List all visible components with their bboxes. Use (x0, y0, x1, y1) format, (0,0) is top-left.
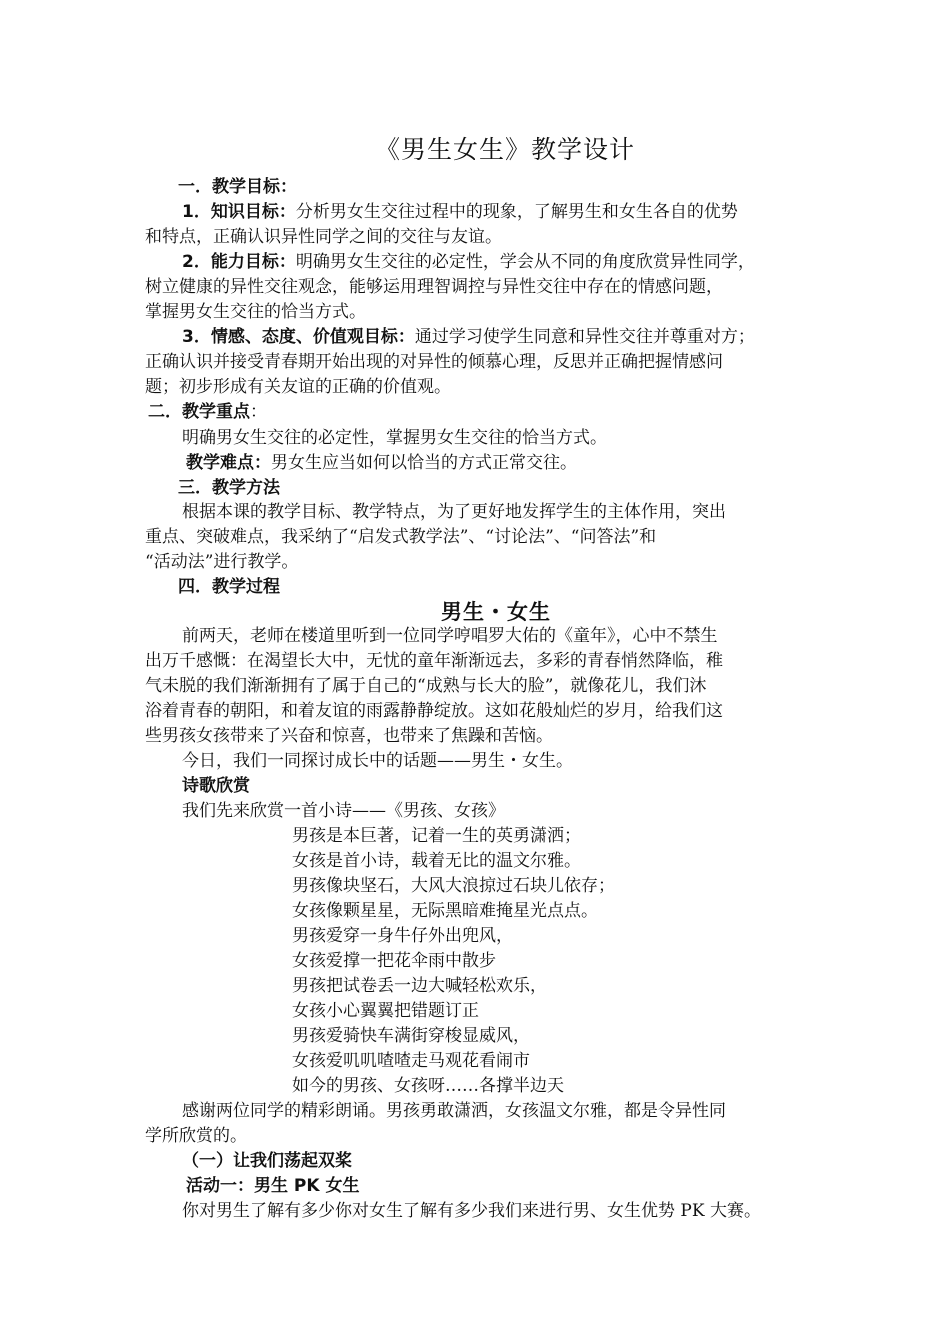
goal-knowledge-text: 分析男女生交往过程中的现象，了解男生和女生各自的优势 (295, 202, 738, 222)
keypoints-label: 二．教学重点 (148, 402, 250, 422)
document-title: 《男生女生》教学设计 (375, 135, 636, 164)
paragraph-line: 根据本课的教学目标、教学特点，为了更好地发挥学生的主体作用，突出 (182, 502, 726, 522)
paragraph-line: 题；初步形成有关友谊的正确的价值观。 (145, 377, 451, 397)
goal-emotion (182, 325, 755, 349)
poem-intro: 我们先来欣赏一首小诗——《男孩、女孩》 (182, 801, 505, 821)
goal-ability (182, 250, 755, 274)
poem-line: 女孩是首小诗，载着无比的温文尔雅。 (292, 851, 581, 871)
paragraph-line: 些男孩女孩带来了兴奋和惊喜，也带来了焦躁和苦恼。 (145, 726, 553, 746)
paragraph-line: 感谢两位同学的精彩朗诵。男孩勇敢潇洒，女孩温文尔雅，都是令异性同 (182, 1101, 726, 1121)
keypoints-text: 明确男女生交往的必定性，掌握男女生交往的恰当方式。 (182, 428, 607, 448)
goal-ability-label: 2．能力目标： (182, 252, 296, 272)
poem-line: 男孩爱穿一身牛仔外出兜风， (292, 926, 513, 946)
goal-emotion-label: 3．情感、态度、价值观目标： (182, 327, 415, 347)
poem-line: 女孩爱撑一把花伞雨中散步 (292, 951, 496, 971)
poem-line: 女孩像颗星星，无际黑暗难掩星光点点。 (292, 901, 598, 921)
poem-line: 女孩爱叽叽喳喳走马观花看闹市 (292, 1051, 530, 1071)
section-heading-methods: 三．教学方法 (178, 478, 280, 498)
section-heading-keypoints (148, 400, 267, 424)
part-heading: （一）让我们荡起双桨 (182, 1151, 352, 1171)
paragraph-line: 浴着青春的朝阳，和着友谊的雨露静静绽放。这如花般灿烂的岁月，给我们这 (145, 701, 723, 721)
paragraph-line: 前两天，老师在楼道里听到一位同学哼唱罗大佑的《童年》，心中不禁生 (182, 626, 718, 646)
difficulty (186, 451, 577, 475)
paragraph-line: 学所欣赏的。 (145, 1126, 247, 1146)
paragraph-line: 树立健康的异性交往观念，能够运用理智调控与异性交往中存在的情感问题， (145, 277, 723, 297)
paragraph-line: 今日，我们一同探讨成长中的话题——男生・女生。 (182, 751, 573, 771)
goal-knowledge-label: 1．知识目标： (182, 202, 296, 222)
poem-line: 女孩小心翼翼把错题订正 (292, 1001, 479, 1021)
goal-knowledge (182, 200, 738, 224)
paragraph-line: “活动法”进行教学。 (145, 552, 299, 572)
poem-line: 男孩爱骑快车满街穿梭显威风， (292, 1026, 530, 1046)
poem-line: 男孩把试卷丢一边大喊轻松欢乐， (292, 976, 547, 996)
paragraph-line: 掌握男女生交往的恰当方式。 (145, 302, 366, 322)
paragraph-line: 正确认识并接受青春期开始出现的对异性的倾慕心理，反思并正确把握情感问 (145, 352, 723, 372)
difficulty-label: 教学难点： (186, 453, 271, 473)
lesson-subtitle: 男生・女生 (441, 600, 551, 624)
keypoints-colon: ： (250, 402, 267, 422)
poem-heading: 诗歌欣赏 (182, 776, 250, 796)
goal-emotion-text: 通过学习使学生同意和异性交往并尊重对方； (414, 327, 755, 347)
poem-line: 如今的男孩、女孩呀……各撑半边天 (292, 1076, 564, 1096)
poem-line: 男孩是本巨著，记着一生的英勇潇洒； (292, 826, 581, 846)
goal-ability-text: 明确男女生交往的必定性，学会从不同的角度欣赏异性同学， (295, 252, 755, 272)
poem-line: 男孩像块坚石，大风大浪掠过石块儿依存； (292, 876, 615, 896)
paragraph-line: 出万千感慨：在渴望长大中，无忧的童年渐渐远去，多彩的青春悄然降临，稚 (145, 651, 723, 671)
paragraph-line: 和特点，正确认识异性同学之间的交往与友谊。 (145, 227, 502, 247)
activity-heading: 活动一：男生 PK 女生 (186, 1176, 360, 1196)
activity-text: 你对男生了解有多少你对女生了解有多少我们来进行男、女生优势 PK 大赛。 (182, 1201, 761, 1221)
paragraph-line: 气未脱的我们渐渐拥有了属于自己的“成熟与长大的脸”，就像花儿，我们沐 (145, 676, 707, 696)
difficulty-text: 男女生应当如何以恰当的方式正常交往。 (271, 453, 577, 473)
section-heading-process: 四．教学过程 (178, 577, 280, 597)
paragraph-line: 重点、突破难点，我采纳了“启发式教学法”、“讨论法”、“问答法”和 (145, 527, 657, 547)
section-heading-objectives: 一．教学目标： (178, 177, 297, 197)
